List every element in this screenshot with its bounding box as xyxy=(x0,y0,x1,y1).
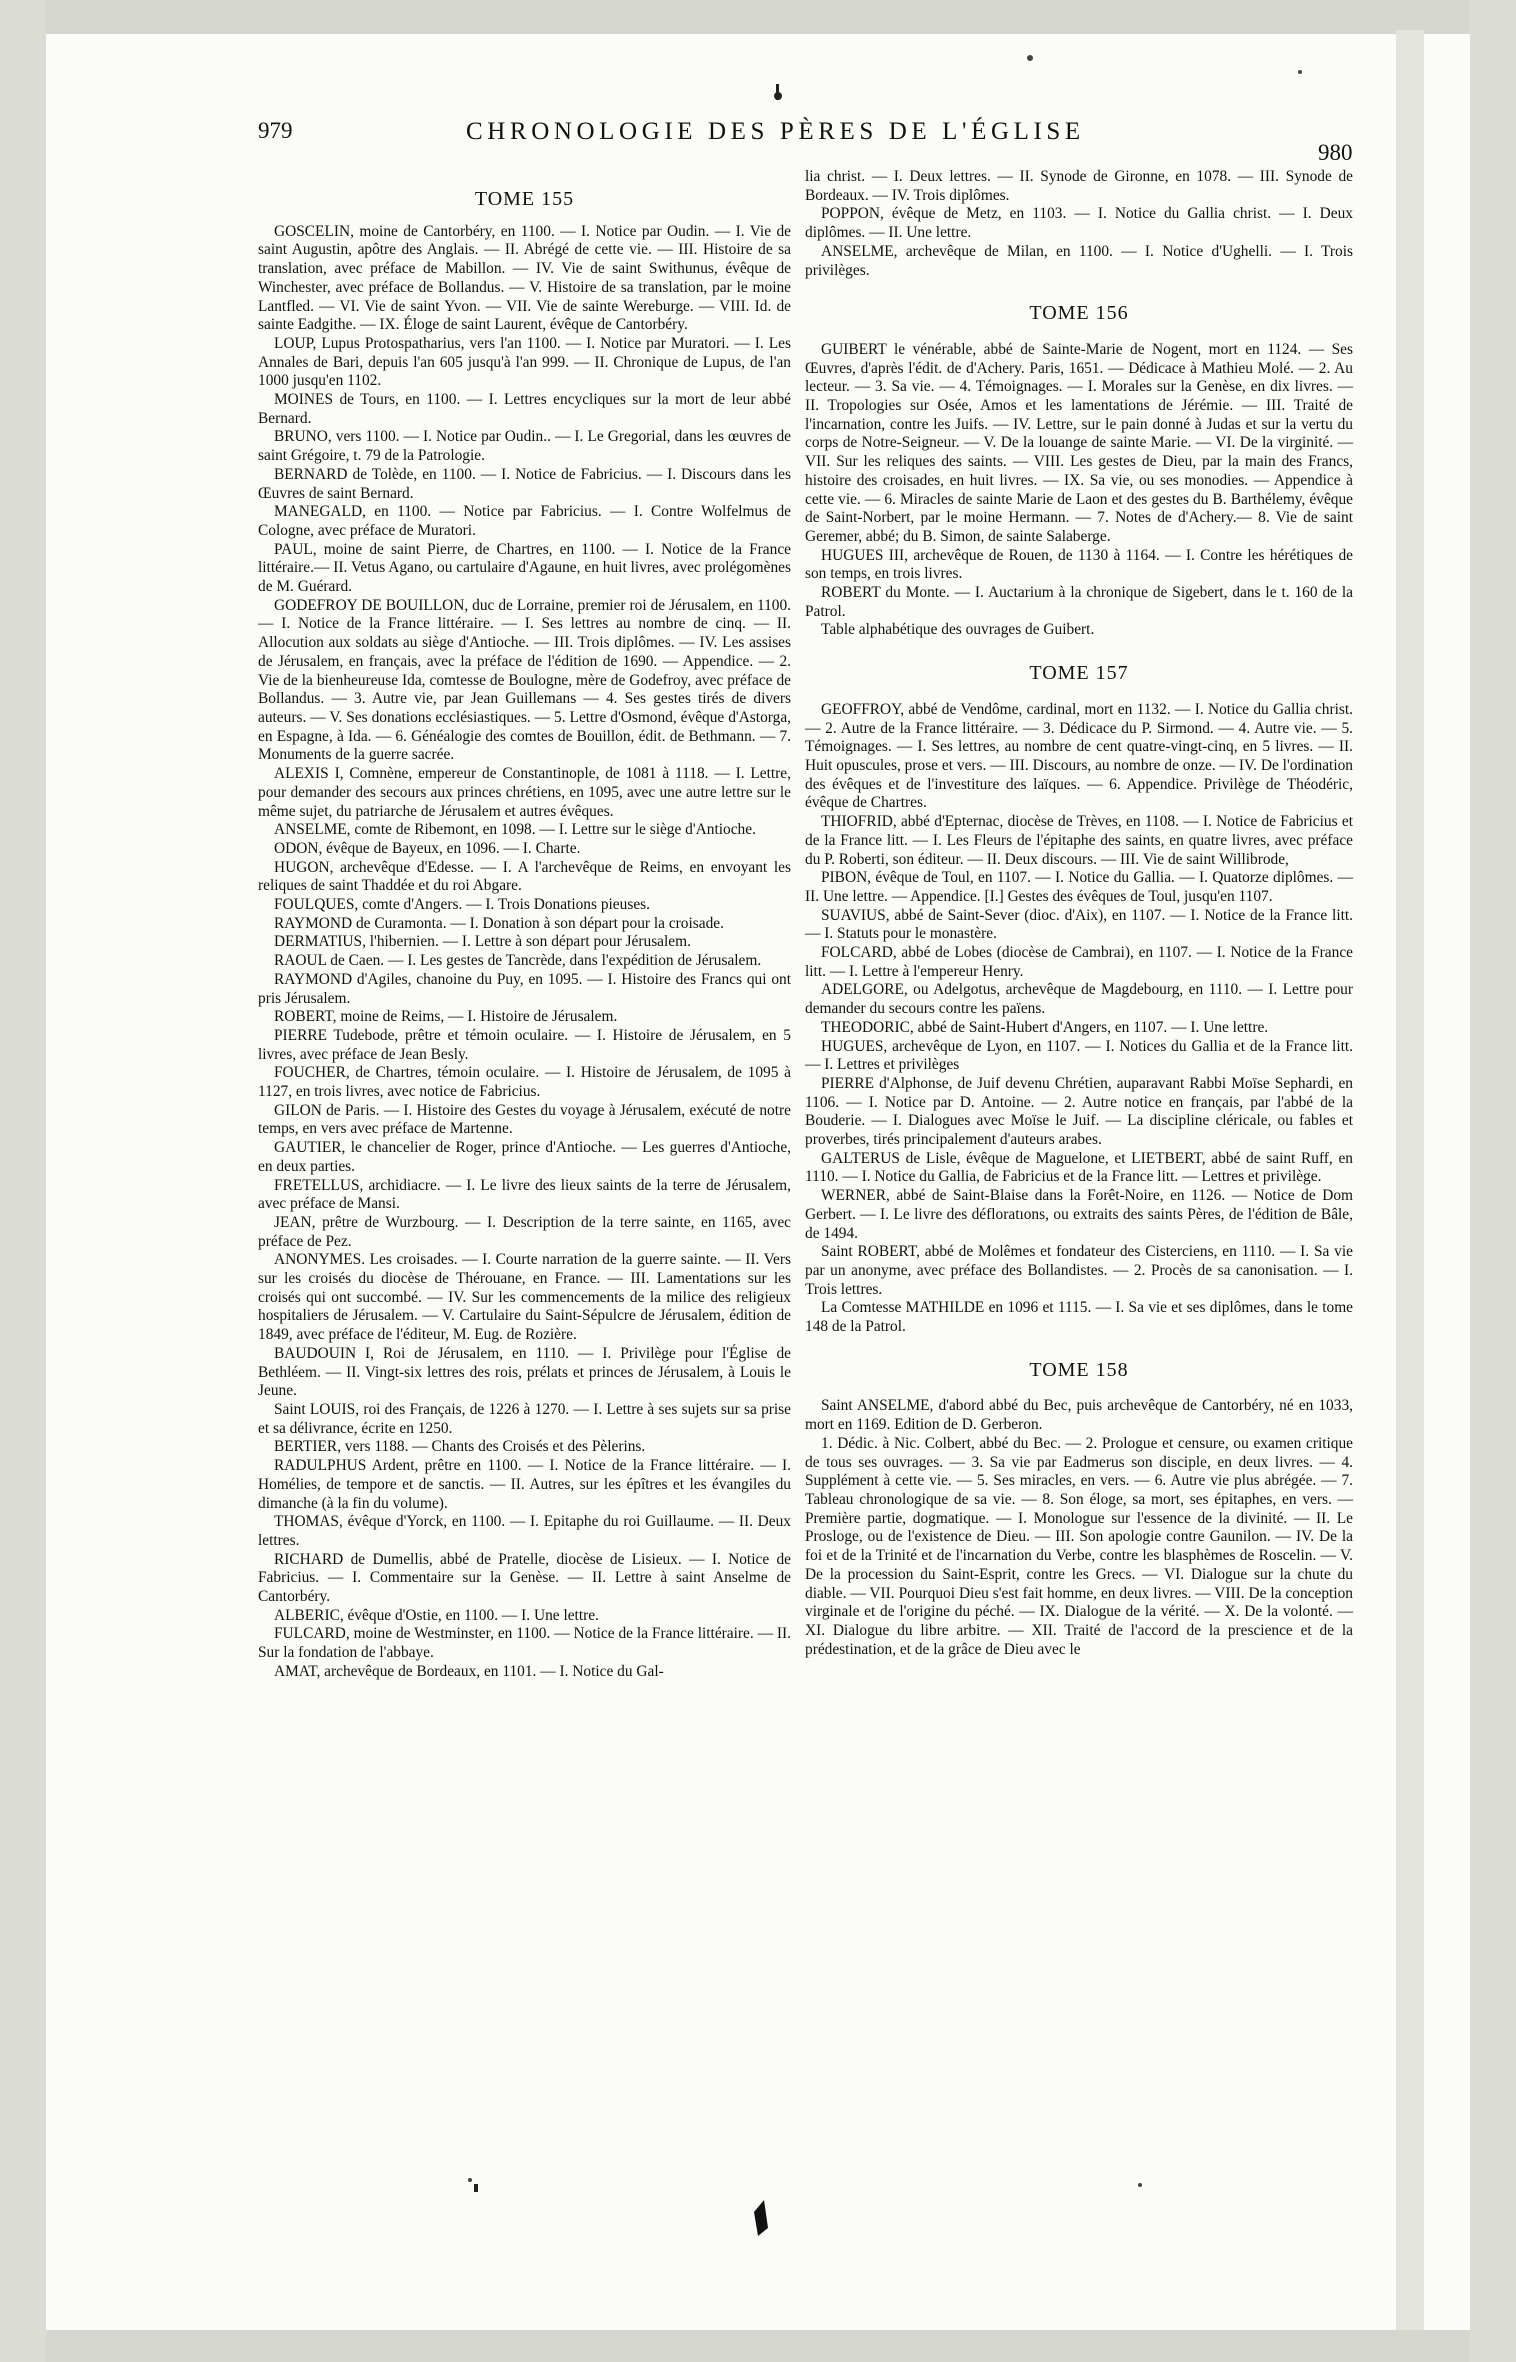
entry: PAUL, moine de saint Pierre, de Chartres, en 1100. — I. Notice de la France littéraire.— II. Vetus Agano, ou cartulaire d'Agaune, en huit livres, avec prolégomènes de M. Guérard. xyxy=(258,540,791,596)
right-column xyxy=(805,168,1353,1659)
page-number-left: 979 xyxy=(258,118,293,143)
entry: Saint ANSELME, d'abord abbé du Bec, puis archevêque de Cantorbéry, né en 1033, mort en 1169. Edition de D. Gerberon. xyxy=(805,1397,1353,1434)
entry: DERMATIUS, l'hibernien. — I. Lettre à son départ pour Jérusalem. xyxy=(274,933,691,951)
entry: ODON, évêque de Bayeux, en 1096. — I. Charte. xyxy=(274,839,581,857)
entry: FRETELLUS, archidiacre. — I. Le livre des lieux saints de la terre de Jérusalem, avec préface de Mansi. xyxy=(258,1176,791,1213)
entry: PIERRE d'Alphonse, de Juif devenu Chrétien, auparavant Rabbi Moïse Sephardi, en 1106. — I. Notice par D. Antoine. — 2. Autre notice en français, par l'abbé de la Bouderie. — I. Dialogues avec Moïse le Juif. — La discipline cléricale, ou fables et proverbes, tirés principalement d'auteurs arabes. xyxy=(805,1074,1353,1149)
left-column xyxy=(258,190,791,1682)
entry: JEAN, prêtre de Wurzbourg. — I. Description de la terre sainte, en 1165, avec préface de Pez. xyxy=(258,1213,791,1250)
entry-list xyxy=(805,1397,1353,1659)
entry: BERNARD de Tolède, en 1100. — I. Notice de Fabricius. — I. Discours dans les Œuvres de saint Bernard. xyxy=(258,465,791,502)
entry: GOSCELIN, moine de Cantorbéry, en 1100. — I. Notice par Oudin. — I. Vie de saint Augustin, apôtre des Anglais. — II. Abrégé de cette vie. — III. Histoire de sa translation, avec préface de Mabillon. — IV. Vie de saint Swithunus, évêque de Winchester, avec préface de Bollandus. — V. Histoire de sa translation, par le moine Lantfled. — VI. Vie de saint Yvon. — VII. Vie de sainte Wereburge. — VIII. Id. de sainte Eadgithe. — IX. Éloge de saint Laurent, évêque de Cantorbéry. xyxy=(258,222,791,334)
entry: MOINES de Tours, en 1100. — I. Lettres encycliques sur la mort de leur abbé Bernard. xyxy=(258,391,791,427)
entry: ROBERT, moine de Reims, — I. Histoire de Jérusalem. xyxy=(274,1008,618,1026)
entry: ROBERT du Monte. — I. Auctarium à la chronique de Sigebert, dans le t. 160 de la Patrol. xyxy=(805,584,1353,620)
entry: GUIBERT le vénérable, abbé de Sainte-Marie de Nogent, mort en 1124. — Ses Œuvres, d'après l'édit. de d'Achery. Paris, 1651. — Dédicace à Mathieu Molé. — 2. Au lecteur. — 3. Sa vie. — 4. Témoignages. — I. Morales sur la Genèse, en dix livres. — II. Tropologies sur Osée, Amos et les lamentations de Jérémie. — III. Traité de l'incarnation, contre les Juifs. — IV. Lettre, sur le pain donné à Judas et sur la vertu du corps de Notre-Seigneur. — V. De la louange de sainte Marie. — VI. De la virginité. — VII. Sur les reliques des saints. — VIII. Les gestes de Dieu, par la main des Francs, histoire des croisades, en huit livres. — IX. Sa vie, ou ses monodies. — Appendice à cette vie. — 6. Miracles de sainte Marie de Laon et des gestes du B. Barthélemy, évêque de Saint-Norbert, par le moine Hermann. — 7. Notes de d'Achery.— 8. Vie de saint Geremer, abbé; du B. Simon, de sainte Salaberge. xyxy=(805,340,1353,545)
entry-list xyxy=(805,341,1353,640)
entry: La Comtesse MATHILDE en 1096 et 1115. — I. Sa vie et ses diplômes, dans le tome 148 de la Patrol. xyxy=(805,1299,1353,1336)
entry: HUGON, archevêque d'Edesse. — I. A l'archevêque de Reims, en envoyant les reliques de saint Thaddée et du roi Abgare. xyxy=(258,858,791,895)
entry: GODEFROY DE BOUILLON, duc de Lorraine, premier roi de Jérusalem, en 1100. — I. Notice de la France littéraire. — I. Ses lettres au nombre de cinq. — II. Allocution aux soldats au siège d'Antioche. — III. Trois diplômes. — IV. Les assises de Jérusalem, en français, avec la préface de l'édition de 1690. — Appendice. — 2. Vie de la bienheureuse Ida, comtesse de Boulogne, mère de Godefroy, avec préface de Bollandus. — 3. Autre vie, par Jean Guillemans — 4. Ses gestes tirés de divers auteurs. — V. Ses donations ecclésiastiques. — 5. Lettre d'Osmond, évêque d'Astorga, en Espagne, à Ida. — 6. Généalogie des comtes de Bouillon, édit. de Bethmann. — 7. Monuments de la guerre sacrée. xyxy=(258,596,791,764)
entry: PIBON, évêque de Toul, en 1107. — I. Notice du Gallia. — I. Quatorze diplômes. — II. Une lettre. — Appendice. [I.] Gestes des évêques de Toul, jusqu'en 1107. xyxy=(805,869,1353,905)
entry: ANSELME, comte de Ribemont, en 1098. — I. Lettre sur le siège d'Antioche. xyxy=(274,821,756,839)
entry: lia christ. — I. Deux lettres. — II. Synode de Gironne, en 1078. — III. Synode de Bordeaux. — IV. Trois diplômes. xyxy=(805,168,1353,204)
page-title: CHRONOLOGIE DES PÈRES DE L'ÉGLISE xyxy=(466,118,1085,145)
entry: PIERRE Tudebode, prêtre et témoin oculaire. — I. Histoire de Jérusalem, en 5 livres, avec préface de Jean Besly. xyxy=(258,1026,791,1063)
entry: FULCARD, moine de Westminster, en 1100. — Notice de la France littéraire. — II. Sur la fondation de l'abbaye. xyxy=(258,1625,791,1662)
entry: ADELGORE, ou Adelgotus, archevêque de Magdebourg, en 1110. — I. Lettre pour demander du secours contre les païens. xyxy=(805,981,1353,1018)
entry: ALEXIS I, Comnène, empereur de Constantinople, de 1081 à 1118. — I. Lettre, pour demander des secours aux princes chrétiens, en 1095, avec une autre lettre sur le même sujet, du patriarche de Jérusalem et autres évêques. xyxy=(258,765,791,820)
entry: RAYMOND de Curamonta. — I. Donation à son départ pour la croisade. xyxy=(274,914,724,932)
entry: ANONYMES. Les croisades. — I. Courte narration de la guerre sainte. — II. Vers sur les croisés du diocèse de Thérouane, en France. — III. Lamentations sur les croisés qui ont succombé. — IV. Sur les commencements de la milice des religieux hospitaliers de Jérusalem. — V. Cartulaire du Saint-Sépulcre de Jérusalem, édition de 1849, avec préface de l'éditeur, M. Eug. de Rozière. xyxy=(258,1251,791,1344)
entry: GALTERUS de Lisle, évêque de Maguelone, et LIETBERT, abbé de saint Ruff, en 1110. — I. Notice du Gallia, de Fabricius et de la France litt. — Lettres et privilège. xyxy=(805,1149,1353,1186)
entry: Saint ROBERT, abbé de Molêmes et fondateur des Cisterciens, en 1110. — I. Sa vie par un anonyme, avec préface des Bollandistes. — 2. Procès de sa canonisation. — I. Trois lettres. xyxy=(805,1243,1353,1298)
tome-heading: TOME 156 xyxy=(1029,302,1129,325)
entry: GAUTIER, le chancelier de Roger, prince d'Antioche. — Les guerres d'Antioche, en deux parties. xyxy=(258,1139,791,1175)
entry: 1. Dédic. à Nic. Colbert, abbé du Bec. — 2. Prologue et censure, ou examen critique de tous ses ouvrages. — 3. Sa vie par Eadmerus son disciple, en deux livres. — 4. Supplément à cette vie. — 5. Ses miracles, en vers. — 6. Autre vie plus abrégée. — 7. Tableau chronologique de sa vie. — 8. Son éloge, sa mort, ses épitaphes, en vers. — Première partie, dogmatique. — I. Monologue sur l'essence de la divinité. — II. Le Proslogе, ou de l'existence de Dieu. — III. Son apologie contre Gaunilon. — IV. De la foi et de la Trinité et de l'incarnation du Verbe, contre les blasphèmes de Roscelin. — V. De la procession du Saint-Esprit, contre les Grecs. — VI. Dialogue sur la chute du diable. — VII. Pourquoi Dieu s'est fait homme, en deux livres. — VIII. De la conception virginale et de l'origine du péché. — IX. Dialogue de la vérité. — X. De la volonté. — XI. Dialogue du libre arbitre. — XII. Traité de l'accord de la prescience et de la prédestination, et de la grâce de Dieu avec le xyxy=(805,1434,1353,1658)
tome-heading: TOME 155 xyxy=(474,188,575,210)
page-number-right: 980 xyxy=(1318,140,1353,165)
entry: BAUDOUIN I, Roi de Jérusalem, en 1110. — I. Privilège pour l'Église de Bethléem. — II. Vingt-six lettres des rois, prélats et princes de Jérusalem, à Louis le Jeune. xyxy=(258,1344,791,1400)
entry: BERTIER, vers 1188. — Chants des Croisés et des Pèlerins. xyxy=(274,1438,646,1456)
entry: GILON de Paris. — I. Histoire des Gestes du voyage à Jérusalem, exécuté de notre temps, en vers avec préface de Martenne. xyxy=(258,1101,791,1138)
entry: RAOUL de Caen. — I. Les gestes de Tancrède, dans l'expédition de Jérusalem. xyxy=(274,952,762,970)
entry: RAYMOND d'Agiles, chanoine du Puy, en 1095. — I. Histoire des Francs qui ont pris Jérusalem. xyxy=(258,970,791,1007)
entry: RADULPHUS Ardent, prêtre en 1100. — I. Notice de la France littéraire. — I. Homélies, de tempore et de sanctis. — II. Autres, sur les épîtres et les évangiles du dimanche (à la fin du volume). xyxy=(258,1457,791,1512)
tome-heading: TOME 157 xyxy=(1029,662,1129,685)
entry: BRUNO, vers 1100. — I. Notice par Oudin.. — I. Le Gregorial, dans les œuvres de saint Grégoire, t. 79 de la Patrologie. xyxy=(258,428,791,465)
entry: ANSELME, archevêque de Milan, en 1100. — I. Notice d'Ughelli. — I. Trois privilèges. xyxy=(805,242,1353,279)
tome-heading: TOME 158 xyxy=(1029,1358,1129,1381)
entry: MANEGALD, en 1100. — Notice par Fabricius. — I. Contre Wolfelmus de Cologne, avec préface de Muratori. xyxy=(258,503,791,539)
entry: HUGUES III, archevêque de Rouen, de 1130 à 1164. — I. Contre les hérétiques de son temps, en trois livres. xyxy=(805,546,1353,583)
entry: FOLCARD, abbé de Lobes (diocèse de Cambrai), en 1107. — I. Notice de la France litt. — I. Lettre à l'empereur Henry. xyxy=(805,944,1353,980)
entry: FOULQUES, comte d'Angers. — I. Trois Donations pieuses. xyxy=(274,896,650,914)
entry: THIOFRID, abbé d'Epternac, diocèse de Trèves, en 1108. — I. Notice de Fabricius et de la France litt. — I. Les Fleurs de l'épitaphe des saints, en quatre livres, avec préface du P. Roberti, son éditeur. — II. Deux discours. — III. Vie de saint Willibrode, xyxy=(805,813,1353,868)
entry: POPPON, évêque de Metz, en 1103. — I. Notice du Gallia christ. — I. Deux diplômes. — II. Une lettre. xyxy=(805,205,1353,242)
entry: GEOFFROY, abbé de Vendôme, cardinal, mort en 1132. — I. Notice du Gallia christ. — 2. Autre de la France littéraire. — 3. Dédicace du P. Sirmond. — 4. Autre vie. — 5. Témoignages. — I. Ses lettres, au nombre de cent quatre-vingt-cinq, en 5 livres. — II. Huit opuscules, prose et vers. — III. Discours, au nombre de onze. — IV. De l'ordination des évêques et de l'investiture des laïques. — 6. Appendice. Privilège de Théodéric, évêque de Chartres. xyxy=(805,700,1353,812)
entry-list xyxy=(258,223,791,1682)
entry: RICHARD de Dumellis, abbé de Pratelle, diocèse de Lisieux. — I. Notice de Fabricius. — I. Commentaire sur la Genèse. — II. Lettre à saint Anselme de Cantorbéry. xyxy=(258,1550,791,1606)
entry: SUAVIUS, abbé de Saint-Sever (dioc. d'Aix), en 1107. — I. Notice de la France litt.— I. Statuts pour le monastère. xyxy=(805,906,1353,943)
entry: WERNER, abbé de Saint-Blaise dans la Forêt-Noire, en 1126. — Notice de Dom Gerbert. — I. Le livre des défloratıons, ou extraits des saints Pères, de l'édition de Bâle, de 1494. xyxy=(805,1187,1353,1242)
entry: THOMAS, évêque d'Yorck, en 1100. — I. Epitaphe du roi Guillaume. — II. Deux lettres. xyxy=(258,1513,791,1549)
entry: ALBERIC, évêque d'Ostie, en 1100. — I. Une lettre. xyxy=(274,1606,599,1624)
entry: FOUCHER, de Chartres, témoin oculaire. — I. Histoire de Jérusalem, de 1095 à 1127, en trois livres, avec notice de Fabricius. xyxy=(258,1064,791,1101)
entry: LOUP, Lupus Protospatharius, vers l'an 1100. — I. Notice par Muratori. — I. Les Annales de Bari, depuis l'an 605 jusqu'à l'an 999. — II. Chronique de Lupus, de l'an 1000 jusqu'en 1102. xyxy=(258,334,791,390)
entry: HUGUES, archevêque de Lyon, en 1107. — I. Notices du Gallia et de la France litt. — I. Lettres et privilèges xyxy=(805,1037,1353,1074)
entry: AMAT, archevêque de Bordeaux, en 1101. — I. Notice du Gal- xyxy=(274,1662,664,1680)
entry: Table alphabétique des ouvrages de Guibert. xyxy=(821,621,1095,639)
entry: THEODORIC, abbé de Saint-Hubert d'Angers, en 1107. — I. Une lettre. xyxy=(821,1018,1269,1036)
continued-entries xyxy=(805,168,1353,280)
entry: Saint LOUIS, roi des Français, de 1226 à 1270. — I. Lettre à ses sujets sur sa prise et sa délivrance, écrite en 1250. xyxy=(258,1401,791,1437)
entry-list xyxy=(805,701,1353,1337)
